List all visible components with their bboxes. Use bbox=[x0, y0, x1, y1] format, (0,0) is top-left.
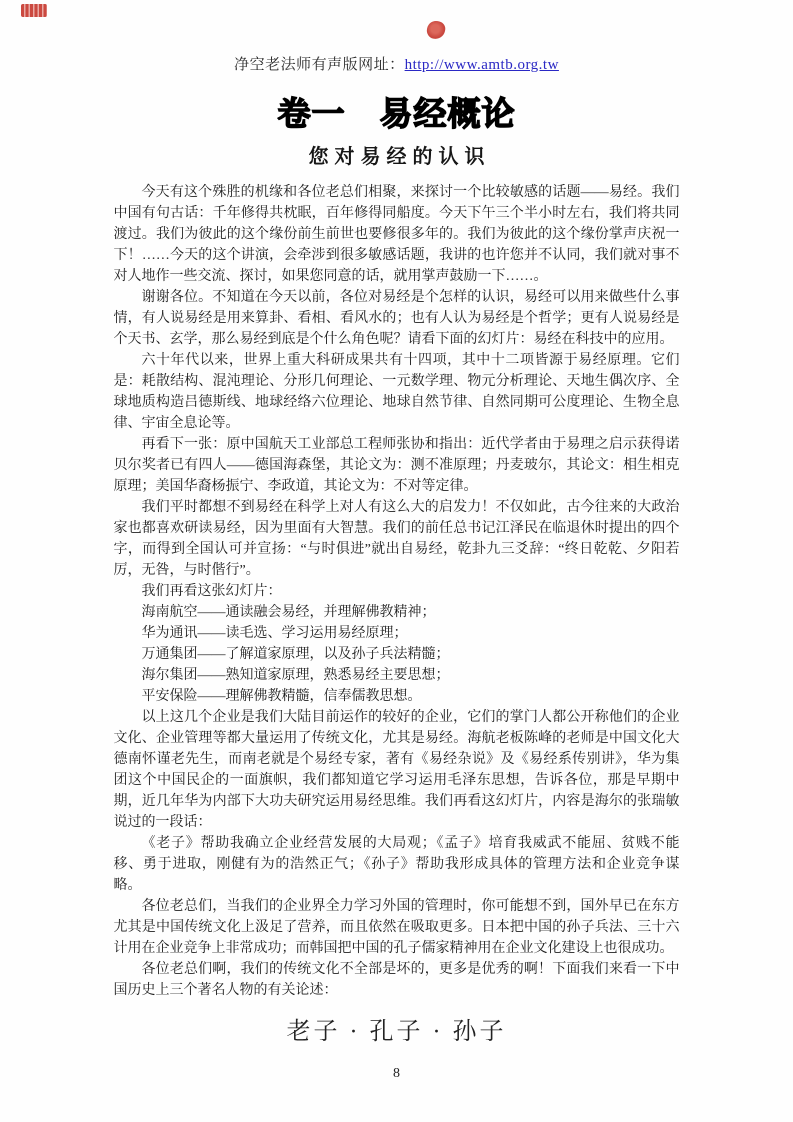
body-paragraph: 六十年代以来，世界上重大科研成果共有十四项，其中十二项皆源于易经原理。它们是：耗散结构、混沌理论、分形几何理论、一元数学理、物元分析理论、天地生偶次序、全球地质构造吕德斯线、地球经络六位理论、地球自然节律、自然同期可公度理论、生物全息律、宇宙全息论等。 bbox=[113, 353, 680, 431]
section-subtitle: 您对易经的认识 bbox=[308, 146, 491, 168]
slide-list-line: 海南航空——通读融会易经，并理解佛教精神； bbox=[141, 605, 436, 620]
three-sages-line: 老子 · 孔子 · 孙子 bbox=[286, 1019, 507, 1045]
page-header bbox=[0, 0, 793, 75]
header-site-label: 净空老法师有声版网址： bbox=[234, 57, 405, 73]
body-text bbox=[114, 182, 680, 1001]
body-paragraph: 各位老总们啊，我们的传统文化不全部是坏的，更多是优秀的啊！下面我们来看一下中国历史上三个著名人物的有关论述： bbox=[113, 962, 680, 998]
body-paragraph: 各位老总们，当我们的企业界全力学习外国的管理时，你可能想不到，国外早已在东方尤其是中国传统文化上汲足了营养，而且依然在吸取更多。日本把中国的孙子兵法、三十六计用在企业竞争上非常成功；而韩国把中国的孔子儒家精神用在企业文化建设上也很成功。 bbox=[113, 899, 680, 956]
slide-list-line: 平安保险——理解佛教精髓，信奉儒教思想。 bbox=[141, 689, 422, 704]
body-paragraph: 今天有这个殊胜的机缘和各位老总们相聚，来探讨一个比较敏感的话题——易经。我们中国有句古话：千年修得共枕眠，百年修得同船度。今天下午三个半小时左右，我们将共同渡过。我们为彼此的这个缘份前生前世也要修很多年的。我们为彼此的这个缘份掌声庆祝一下！……今天的这个讲演，会牵涉到很多敏感话题，我讲的也许您并不认同，我们就对事不对人地作一些交流、探讨，如果您同意的话，就用掌声鼓励一下……。 bbox=[113, 185, 680, 284]
slide-list-line: 万通集团——了解道家原理，以及孙子兵法精髓； bbox=[141, 647, 450, 662]
header-url-link[interactable]: http://www.amtb.org.tw bbox=[404, 57, 559, 73]
page-number: 8 bbox=[393, 1066, 400, 1081]
body-paragraph: 《老子》帮助我确立企业经营发展的大局观；《孟子》培育我威武不能屈、贫贱不能移、勇于进取，刚健有为的浩然正气；《孙子》帮助我形成具体的管理方法和企业竞争谋略。 bbox=[113, 836, 680, 893]
body-paragraph: 再看下一张：原中国航天工业部总工程师张协和指出：近代学者由于易理之启示获得诺贝尔奖者已有四人——德国海森堡，其论文为：测不准原理；丹麦玻尔，其论文：相生相克原理；美国华裔杨振宁、李政道，其论文为：不对等定律。 bbox=[113, 437, 680, 494]
body-paragraph: 以上这几个企业是我们大陆目前运作的较好的企业，它们的掌门人都公开称他们的企业文化、企业管理等都大量运用了传统文化，尤其是易经。海航老板陈峰的老师是中国文化大德南怀谨老先生，而南老就是个易经专家，著有《易经杂说》及《易经系传别讲》，华为集团这个中国民企的一面旗帜，我们都知道它学习运用毛泽东思想，告诉各位，那是早期中期，近几年华为内部下大功夫研究运用易经思维。我们再看这幻灯片，内容是海尔的张瑞敏说过的一段话： bbox=[113, 710, 680, 830]
red-seal-mark-top-left-icon bbox=[21, 4, 47, 17]
slide-list-line: 华为通讯——读毛选、学习运用易经原理； bbox=[141, 626, 408, 641]
chapter-title: 卷一 易经概论 bbox=[277, 94, 516, 133]
slide-list-line: 海尔集团——熟知道家原理，熟悉易经主要思想； bbox=[141, 668, 450, 683]
body-paragraph: 我们再看这张幻灯片： bbox=[141, 584, 282, 599]
body-paragraph: 我们平时都想不到易经在科学上对人有这么大的启发力！不仅如此，古今往来的大政治家也都喜欢研读易经，因为里面有大智慧。我们的前任总书记江泽民在临退休时提出的四个字，而得到全国认可并宣扬：“与时俱进”就出自易经，乾卦九三爻辞：“终日乾乾、夕阳若厉，无咎，与时偕行”。 bbox=[113, 500, 680, 578]
body-paragraph: 谢谢各位。不知道在今天以前，各位对易经是个怎样的认识，易经可以用来做些什么事情，有人说易经是用来算卦、看相、看风水的；也有人认为易经是个哲学；更有人说易经是个天书、玄学，那么易经到底是个什么角色呢？请看下面的幻灯片：易经在科技中的应用。 bbox=[113, 290, 680, 347]
